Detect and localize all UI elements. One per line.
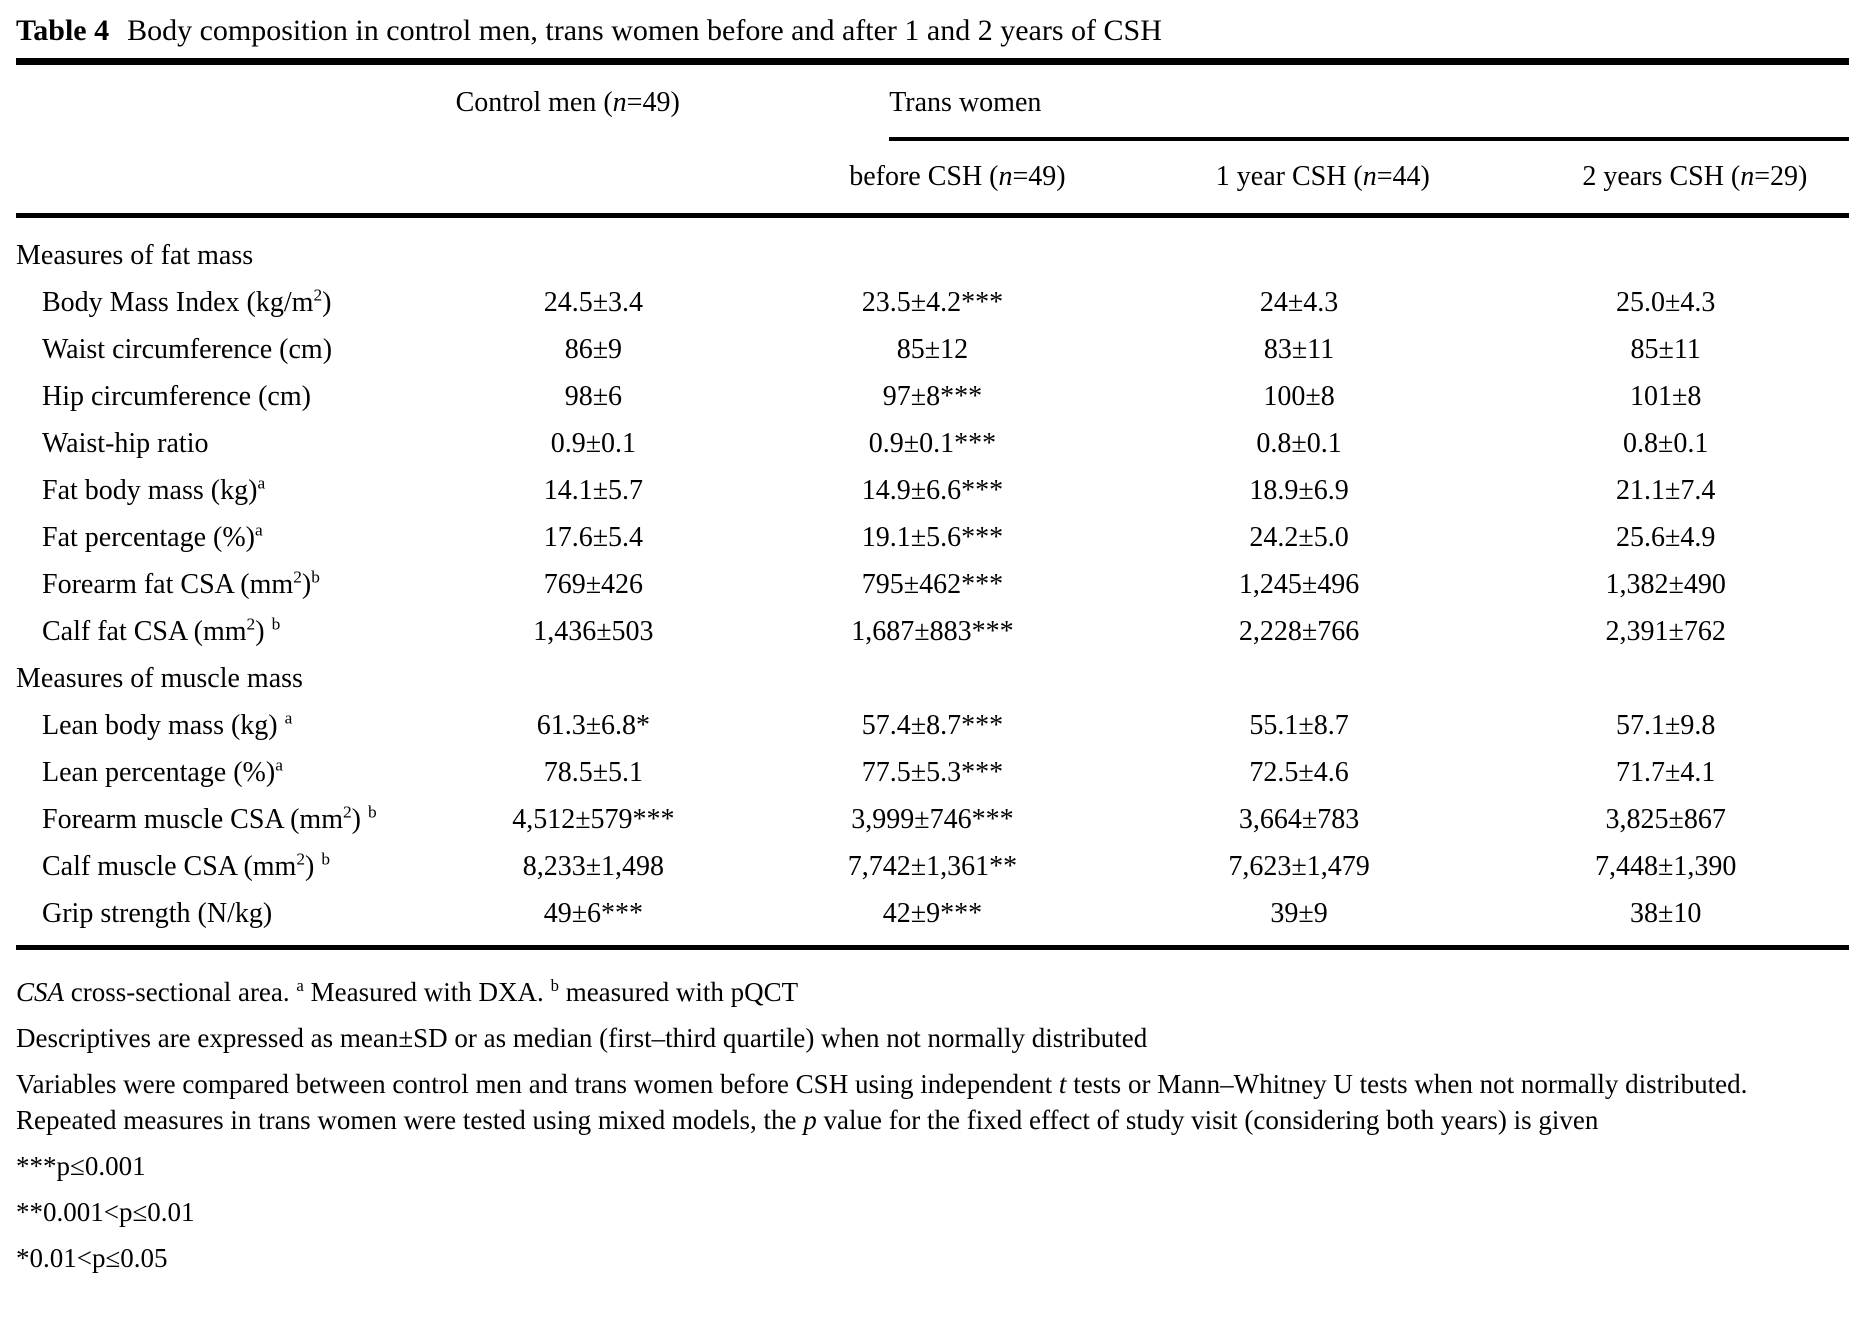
table-row: [16, 514, 1849, 561]
row-label: Calf muscle CSA $(mm^2)$ $^b$: [42, 849, 331, 882]
header-spacer: [16, 65, 438, 141]
value-cell: 38±10: [1629, 897, 1702, 929]
col-header-before-csh: before CSH (n=49): [849, 161, 1066, 192]
value-cell: 17.6±5.4: [543, 521, 644, 553]
value-cell: 97±8***: [882, 380, 983, 412]
table-body: [16, 218, 1849, 945]
row-label: Forearm fat CSA $(mm^2)^b$: [42, 567, 320, 600]
value-cell: 71.7±4.1: [1615, 756, 1716, 788]
value-cell: 2,391±762: [1605, 615, 1726, 647]
value-cell: 85±12: [896, 333, 969, 365]
table-row: [16, 749, 1849, 796]
row-label: Waist-hip ratio: [42, 427, 209, 459]
footnote-line: *0.01<p≤0.05: [16, 1243, 168, 1273]
table-row: [16, 890, 1849, 937]
value-cell: 100±8: [1263, 380, 1335, 412]
value-cell: 98±6: [564, 380, 623, 412]
table-number: Table 4: [16, 14, 110, 47]
table-row: [16, 608, 1849, 655]
value-cell: 21.1±7.4: [1615, 474, 1716, 506]
value-cell: 1,382±490: [1605, 568, 1726, 600]
value-cell: 25.0±4.3: [1615, 286, 1716, 318]
value-cell: 3,825±867: [1605, 803, 1726, 835]
value-cell: 24.2±5.0: [1249, 521, 1349, 553]
table-caption-text: Body composition in control men, trans women before and after 1 and 2 years of CSH: [127, 14, 1162, 47]
value-cell: 0.9±0.1: [550, 427, 637, 459]
value-cell: 57.1±9.8: [1615, 709, 1716, 741]
trans-women-group-label: Trans women: [889, 87, 1042, 118]
value-cell: 2,228±766: [1238, 615, 1360, 647]
col-header-control-men: Control men (n=49): [455, 87, 680, 118]
value-cell: 24±4.3: [1259, 286, 1339, 318]
row-label: Body Mass Index $(kg/m^2)$: [42, 285, 332, 318]
footnote-line: Variables were compared between control men and trans women before CSH using independent t tests or Mann–Whitney U tests when not normally distributed. Repeated measures in trans women were tested using mixed models, the p value for the fixed effect of study visit (considering both years) is given: [16, 1069, 1748, 1135]
value-cell: 14.1±5.7: [543, 474, 644, 506]
footnote-line: CSA cross-sectional area. $^a$ Measured with DXA. $^b$ measured with pQCT: [16, 976, 799, 1007]
footnotes: [16, 950, 1849, 1276]
value-cell: 57.4±8.7***: [861, 709, 1004, 741]
col-group-trans-women: [889, 65, 1849, 141]
table-row: [16, 326, 1849, 373]
header-row-sub: [16, 141, 1849, 218]
value-cell: 78.5±5.1: [543, 756, 644, 788]
table-row: [16, 796, 1849, 843]
row-label: Grip strength (N/kg): [42, 897, 273, 929]
footnote-line: Descriptives are expressed as mean±SD or as median (first–third quartile) when not normally distributed: [16, 1023, 1148, 1053]
value-cell: 61.3±6.8*: [536, 709, 651, 741]
value-cell: 7,742±1,361**: [847, 850, 1018, 882]
value-cell: 7,448±1,390: [1594, 850, 1737, 882]
value-cell: 0.8±0.1: [1256, 427, 1342, 459]
value-cell: 25.6±4.9: [1615, 521, 1716, 553]
col-header-1-year-csh: 1 year CSH (n=44): [1215, 161, 1430, 192]
table-row: [16, 561, 1849, 608]
value-cell: 3,664±783: [1238, 803, 1360, 835]
table-row: [16, 702, 1849, 749]
row-label: Fat percentage (%)$^a$: [42, 520, 263, 553]
value-cell: 1,436±503: [533, 615, 654, 647]
row-label: Fat body mass (kg)$^a$: [42, 473, 266, 506]
value-cell: 72.5±4.6: [1249, 756, 1349, 788]
value-cell: 77.5±5.3***: [861, 756, 1004, 788]
row-label: Waist circumference (cm): [42, 333, 333, 365]
value-cell: 55.1±8.7: [1249, 709, 1349, 741]
value-cell: 1,245±496: [1238, 568, 1360, 600]
value-cell: 18.9±6.9: [1249, 474, 1349, 506]
value-cell: 85±11: [1630, 333, 1701, 365]
value-cell: 0.9±0.1***: [868, 427, 997, 459]
table-row: [16, 373, 1849, 420]
value-cell: 7,623±1,479: [1228, 850, 1370, 882]
value-cell: 0.8±0.1: [1622, 427, 1709, 459]
value-cell: 39±9: [1270, 897, 1328, 929]
section-row: [16, 232, 1849, 279]
value-cell: 83±11: [1263, 333, 1335, 365]
value-cell: 19.1±5.6***: [861, 521, 1004, 553]
footnote-line: **0.001<p≤0.01: [16, 1197, 195, 1227]
section-row: [16, 655, 1849, 702]
row-label: Hip circumference (cm): [42, 380, 311, 412]
row-label: Lean body mass (kg) $^a$: [42, 708, 293, 741]
value-cell: 4,512±579***: [512, 803, 675, 835]
value-cell: 14.9±6.6***: [861, 474, 1004, 506]
top-rule: [16, 58, 1849, 65]
table-row: [16, 843, 1849, 890]
value-cell: 795±462***: [861, 568, 1004, 600]
row-label: Calf fat CSA $(mm^2)$ $^b$: [42, 614, 281, 647]
value-cell: 3,999±746***: [851, 803, 1014, 835]
value-cell: 23.5±4.2***: [861, 286, 1004, 318]
value-cell: 42±9***: [882, 897, 983, 929]
value-cell: 49±6***: [543, 897, 644, 929]
footnote-line: ***p≤0.001: [16, 1151, 146, 1181]
value-cell: 101±8: [1629, 380, 1702, 412]
value-cell: 24.5±3.4: [543, 286, 644, 318]
value-cell: 86±9: [564, 333, 623, 365]
value-cell: 769±426: [543, 568, 644, 600]
value-cell: 1,687±883***: [851, 615, 1014, 647]
row-label: Forearm muscle CSA $(mm^2)$ $^b$: [42, 802, 377, 835]
section-label: Measures of muscle mass: [16, 662, 303, 694]
table-row: [16, 279, 1849, 326]
value-cell: 8,233±1,498: [522, 850, 665, 882]
table-caption: [16, 0, 1849, 58]
table-row: [16, 420, 1849, 467]
header-row-groups: [16, 65, 1849, 141]
table-row: [16, 467, 1849, 514]
section-label: Measures of fat mass: [16, 239, 254, 271]
col-header-2-years-csh: 2 years CSH (n=29): [1582, 161, 1808, 192]
row-label: Lean percentage (%)$^a$: [42, 755, 283, 788]
